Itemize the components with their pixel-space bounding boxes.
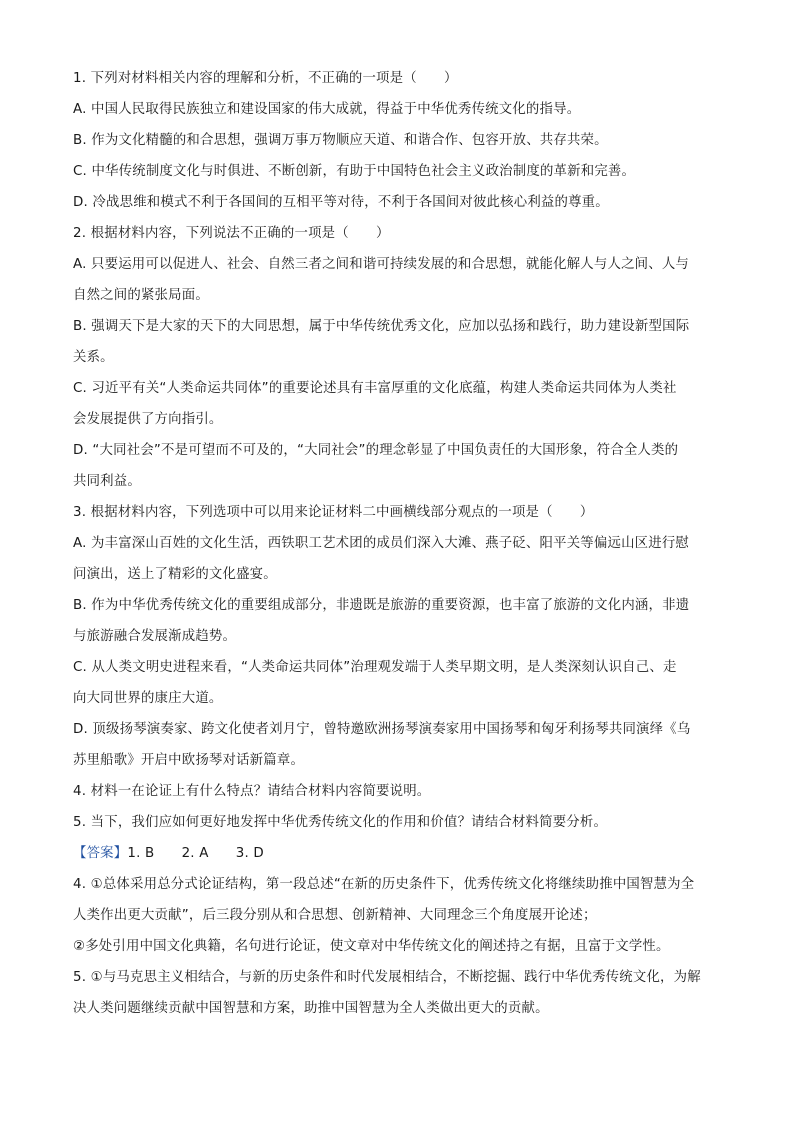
question-3-option-c: C. 从人类文明史进程来看，“人类命运共同体”治理观发端于人类早期文明，是人类深刻认识自己、走 — [73, 660, 677, 675]
explanation-4-line-1: 4. ①总体采用总分式论证结构，第一段总述“在新的历史条件下，优秀传统文化将继续助推中国智慧为全 — [73, 877, 695, 892]
question-4-stem: 4. 材料一在论证上有什么特点？请结合材料内容简要说明。 — [73, 784, 431, 799]
question-3-option-a: A. 为丰富深山百姓的文化生活，西铁职工艺术团的成员们深入大滩、燕子砭、阳平关等偏远山区进行慰 — [73, 536, 690, 551]
question-1-option-c: C. 中华传统制度文化与时俱进、不断创新，有助于中国特色社会主义政治制度的革新和完善。 — [73, 164, 636, 179]
question-2-stem: 2. 根据材料内容，下列说法不正确的一项是（ ） — [73, 226, 390, 241]
question-2-option-a: A. 只要运用可以促进人、社会、自然三者之间和谐可持续发展的和合思想，就能化解人与人之间、人与 — [73, 257, 690, 272]
question-1-stem: 1. 下列对材料相关内容的理解和分析，不正确的一项是（ ） — [73, 71, 458, 86]
question-2-option-a-cont: 自然之间的紧张局面。 — [73, 288, 209, 303]
question-3-option-d-cont: 苏里船歌》开启中欧扬琴对话新篇章。 — [73, 753, 305, 768]
question-5-stem: 5. 当下，我们应如何更好地发挥中华优秀传统文化的作用和价值？请结合材料简要分析。 — [73, 815, 608, 830]
answer-text: 1. B 2. A 3. D — [127, 846, 264, 861]
question-2-option-d: D. “大同社会”不是可望而不可及的，“大同社会”的理念彰显了中国负责任的大国形象，符合全人类的 — [73, 443, 679, 458]
question-1-option-a: A. 中国人民取得民族独立和建设国家的伟大成就，得益于中华优秀传统文化的指导。 — [73, 102, 581, 117]
answer-line — [73, 838, 723, 869]
question-3-stem: 3. 根据材料内容，下列选项中可以用来论证材料二中画横线部分观点的一项是（ ） — [73, 505, 594, 520]
answer-tag: 【答案】 — [73, 846, 128, 861]
explanation-4-line-2: 人类作出更大贡献”，后三段分别从和合思想、创新精神、大同理念三个角度展开论述； — [73, 908, 597, 923]
question-3-option-b: B. 作为中华优秀传统文化的重要组成部分，非遗既是旅游的重要资源，也丰富了旅游的文化内涵，非遗 — [73, 598, 690, 613]
question-1-option-b: B. 作为文化精髓的和合思想，强调万事万物顺应天道、和谐合作、包容开放、共存共荣。 — [73, 133, 608, 148]
question-3-option-b-cont: 与旅游融合发展渐成趋势。 — [73, 629, 237, 644]
question-2-option-b: B. 强调天下是大家的天下的大同思想，属于中华传统优秀文化，应加以弘扬和践行，助力建设新型国际 — [73, 319, 690, 334]
question-2-option-b-cont: 关系。 — [73, 350, 114, 365]
question-2-option-d-cont: 共同利益。 — [73, 474, 141, 489]
explanation-5-line-2: 决人类问题继续贡献中国智慧和方案，助推中国智慧为全人类做出更大的贡献。 — [73, 1001, 549, 1016]
question-3-option-d: D. 顶级扬琴演奏家、跨文化使者刘月宁，曾特邀欧洲扬琴演奏家用中国扬琴和匈牙利扬琴共同演绎《乌 — [73, 722, 691, 737]
explanation-5-line-1: 5. ①与马克思主义相结合，与新的历史条件和时代发展相结合，不断挖掘、践行中华优秀传统文化，为解 — [73, 970, 701, 985]
question-3-option-a-cont: 问演出，送上了精彩的文化盛宴。 — [73, 567, 277, 582]
explanation-4-line-3: ②多处引用中国文化典籍，名句进行论证，使文章对中华传统文化的阐述持之有据，且富于文学性。 — [73, 939, 670, 954]
document-page — [73, 63, 723, 1024]
question-2-option-c: C. 习近平有关“人类命运共同体”的重要论述具有丰富厚重的文化底蕴，构建人类命运共同体为人类社 — [73, 381, 677, 396]
question-2-option-c-cont: 会发展提供了方向指引。 — [73, 412, 223, 427]
question-3-option-c-cont: 向大同世界的康庄大道。 — [73, 691, 223, 706]
question-1-option-d: D. 冷战思维和模式不利于各国间的互相平等对待，不利于各国间对彼此核心利益的尊重。 — [73, 195, 609, 210]
